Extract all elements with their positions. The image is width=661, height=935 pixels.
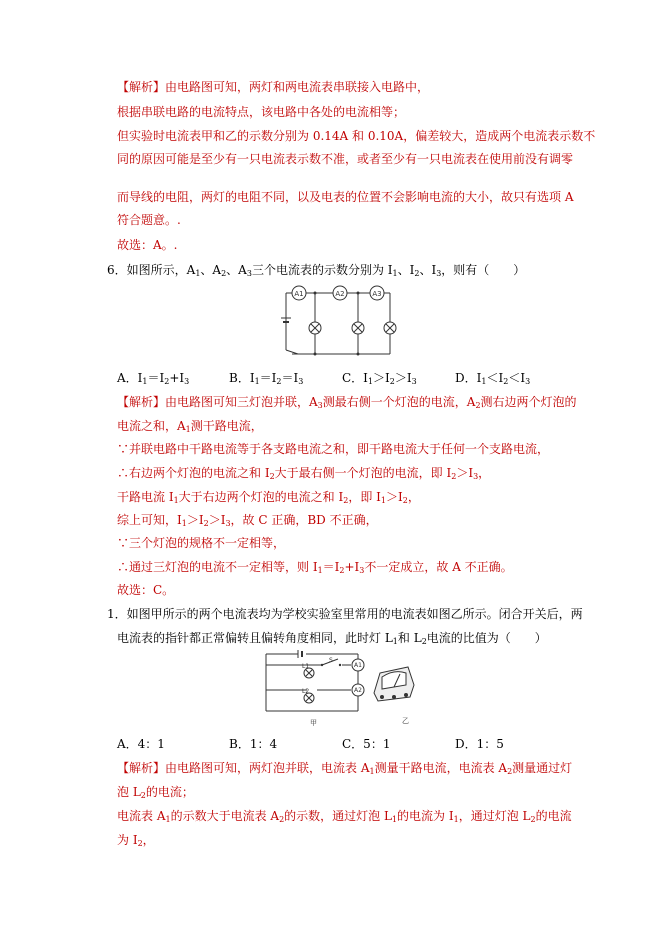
q6-analysis-8: ∴通过三灯泡的电流不一定相等，则 $I_1=I_2+I_3$不一定成立，故 A 不正确。 xyxy=(117,560,513,575)
svg-text:甲: 甲 xyxy=(310,719,317,727)
svg-text:L1: L1 xyxy=(302,663,310,670)
option-a: A．4：1 xyxy=(117,737,165,751)
q1-analysis-4: 为 $I_2$， xyxy=(117,833,155,848)
q1-analysis-1: 【解析】由电路图可知，两灯泡并联，电流表 $A_1$测量干路电流，电流表 $A_2$测量通过灯 xyxy=(117,761,573,776)
analysis-line-6: 符合题意。. xyxy=(117,213,181,227)
option-d: D．$I_1<I_2<I_3$ xyxy=(455,371,531,386)
ammeter-picture-yi xyxy=(370,655,420,727)
question-1-stem-2: 电流表的指针都正常偏转且偏转角度相同，此时灯 $L_1$和 $L_2$电流的比值为（ ） xyxy=(117,631,547,646)
svg-text:乙: 乙 xyxy=(402,717,409,725)
analysis-line-1: 【解析】由电路图可知，两灯和两电流表串联接入电路中， xyxy=(117,80,430,94)
circuit-diagram-q6 xyxy=(278,282,403,360)
battery-icon xyxy=(298,650,302,658)
ammeter-a1-icon xyxy=(292,286,306,300)
ammeter-a3-icon xyxy=(370,286,384,300)
option-c: C．5：1 xyxy=(342,737,391,751)
svg-text:A2: A2 xyxy=(354,687,362,694)
question-1-stem-1: 1．如图甲所示的两个电流表均为学校实验室里常用的电流表如图乙所示。闭合开关后，两 xyxy=(107,607,583,621)
svg-text:L2: L2 xyxy=(302,688,310,695)
ammeter-a2-icon xyxy=(333,286,347,300)
question-6-stem: 6．如图所示，$A_1$、$A_2$、$A_3$三个电流表的示数分别为 $I_1$、$I_2$、$I_3$，则有（ ） xyxy=(107,263,526,278)
q6-analysis-1: 【解析】由电路图可知三灯泡并联，$A_3$测最右侧一个灯泡的电流，$A_2$测右边两个灯泡的 xyxy=(117,395,577,410)
option-b: B．$I_1=I_2=I_3$ xyxy=(229,371,304,386)
analysis-line-5: 而导线的电阻，两灯的电阻不同，以及电表的位置不会影响电流的大小，故只有选项 A xyxy=(117,190,574,204)
q6-analysis-7: ∵三个灯泡的规格不一定相等， xyxy=(117,536,286,550)
q6-analysis-4: ∴右边两个灯泡的电流之和 $I_2$大于最右侧一个灯泡的电流，即 $I_2>I_3$， xyxy=(117,466,491,481)
option-b: B．1：4 xyxy=(229,737,278,751)
q6-analysis-5: 干路电流 $I_1$大于右边两个灯泡的电流之和 $I_2$，即 $I_1>I_2$， xyxy=(117,490,420,505)
q6-analysis-2: 电流之和，$A_1$测干路电流， xyxy=(117,419,263,434)
analysis-line-4: 同的原因可能是至少有一只电流表示数不准，或者至少有一只电流表在使用前没有调零 xyxy=(117,152,574,166)
svg-text:A1: A1 xyxy=(294,290,304,298)
svg-text:A3: A3 xyxy=(372,290,382,298)
analysis-line-3: 但实验时电流表甲和乙的示数分别为 0.14A 和 0.10A，偏差较大，造成两个电流表示数不 xyxy=(117,129,596,143)
lamp-icon xyxy=(309,322,396,334)
analysis-line-2: 根据串联电路的电流特点，该电路中各处的电流相等； xyxy=(117,105,406,119)
lamp-icon xyxy=(304,668,314,703)
svg-text:S: S xyxy=(329,657,333,664)
q1-analysis-3: 电流表 $A_1$的示数大于电流表 $A_2$的示数，通过灯泡 $L_1$的电流为 $I_1$，通过灯泡 $L_2$的电流 xyxy=(117,809,572,824)
circuit-diagram-jia xyxy=(262,646,367,728)
svg-text:A2: A2 xyxy=(335,290,345,298)
option-c: C．$I_1>I_2>I_3$ xyxy=(342,371,417,386)
option-a: A．$I_1=I_2+I_3$ xyxy=(117,371,190,386)
answer-line: 故选：A。. xyxy=(117,238,178,252)
q6-analysis-3: ∵并联电路中干路电流等于各支路电流之和，即干路电流大于任何一个支路电流， xyxy=(117,442,550,456)
q6-analysis-6: 综上可知，$I_1>I_2>I_3$，故 C 正确，BD 不正确， xyxy=(117,513,378,528)
ammeter-device-icon xyxy=(374,667,414,701)
q6-answer: 故选：C。 xyxy=(117,583,175,597)
q1-analysis-2: 泡 $L_2$的电流； xyxy=(117,785,194,800)
option-d: D．1：5 xyxy=(455,737,504,751)
svg-text:A1: A1 xyxy=(354,662,362,669)
